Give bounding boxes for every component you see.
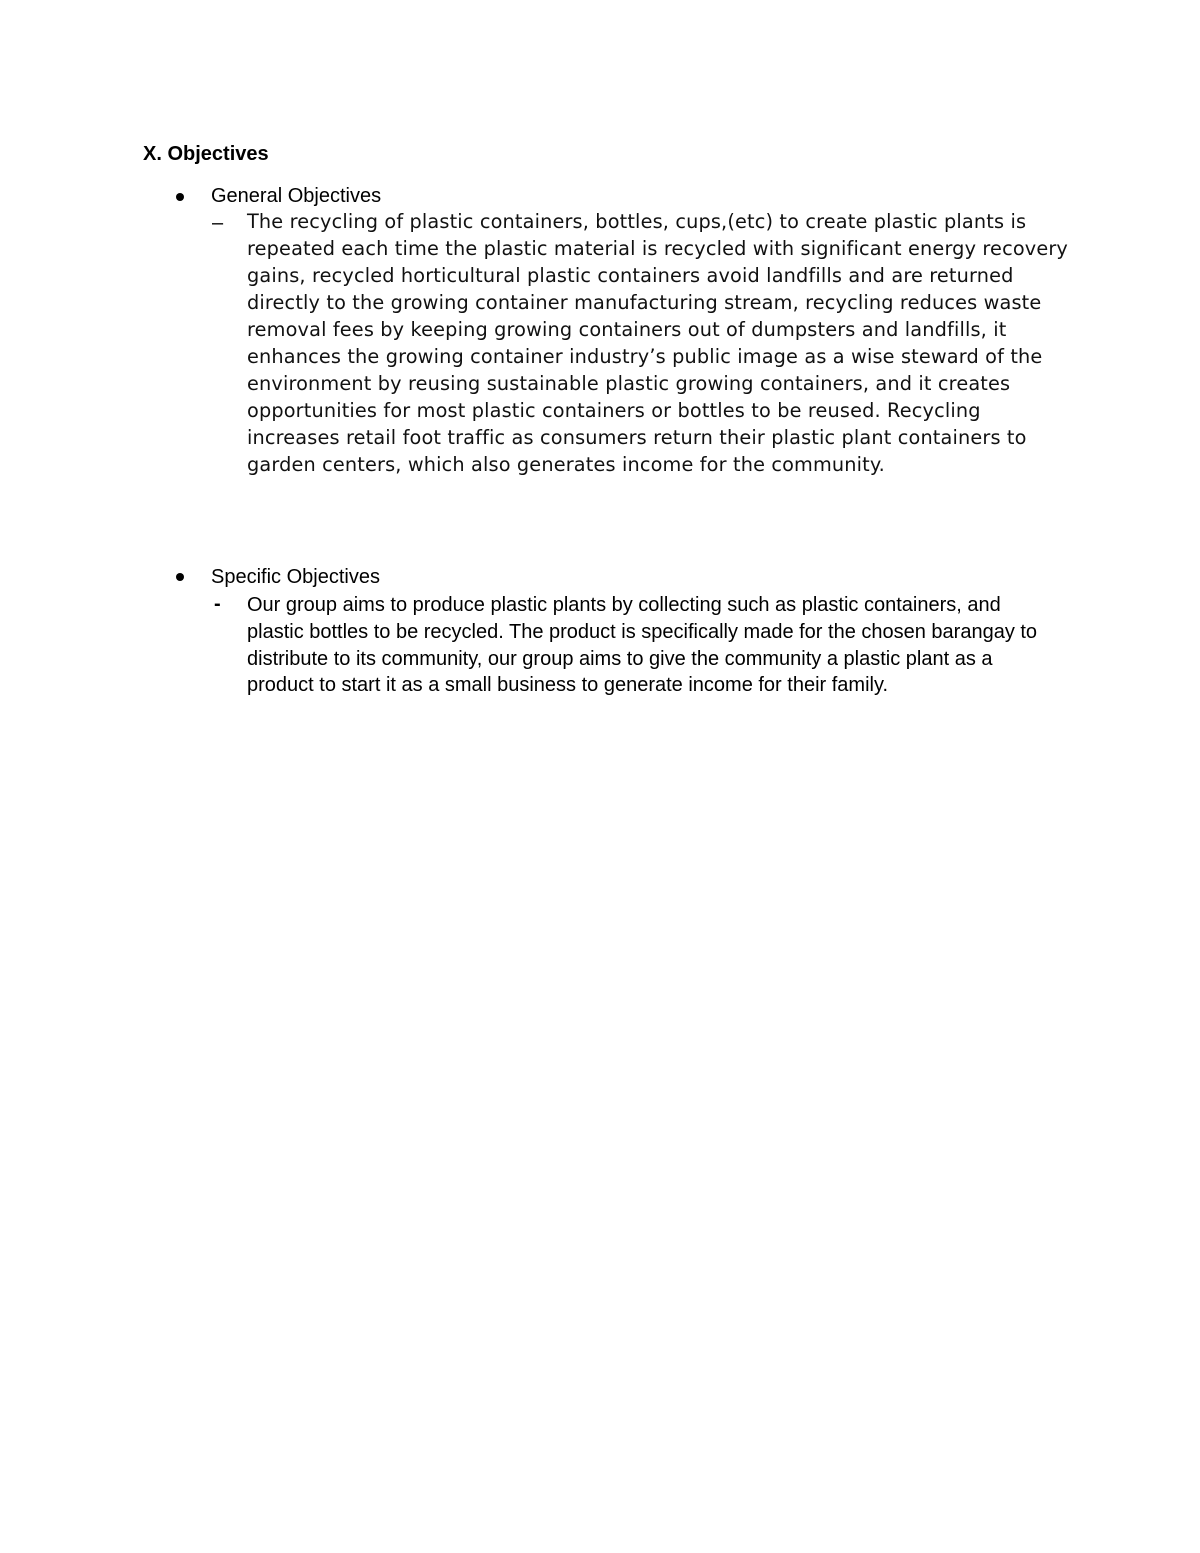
dash-marker-icon: - [214,593,221,615]
specific-objectives-label: Specific Objectives [211,566,380,588]
section-heading: X. Objectives [143,143,269,165]
general-objectives-text: The recycling of plastic containers, bottles, cups,(etc) to create plastic plants is repeated each time the plastic material is recycled with significant energy recovery gains, recycled horticultural plastic containers avoid landfills and are returned directly to the growing container manufacturing stream, recycling reduces waste removal fees by keeping growing containers out of dumpsters and landfills, it enhances the growing container industry’s public image as a wise steward of the environment by reusing sustainable plastic growing containers, and it creates opportunities for most plastic containers or bottles to be reused. Recycling increases retail foot traffic as consumers return their plastic plant containers to garden centers, which also generates income for the community. [247,210,1068,476]
bullet-dot-icon [176,193,184,201]
specific-objectives-text: Our group aims to produce plastic plants by collecting such as plastic containers, and plastic bottles to be recycled. The product is specifically made for the chosen barangay to distribute to its community, our group aims to give the community a plastic plant as a product to start it as a small business to generate income for their family. [247,594,1038,697]
bullet-dot-icon [176,573,184,581]
general-objectives-label: General Objectives [211,185,382,207]
dash-marker-icon: – [212,212,224,234]
